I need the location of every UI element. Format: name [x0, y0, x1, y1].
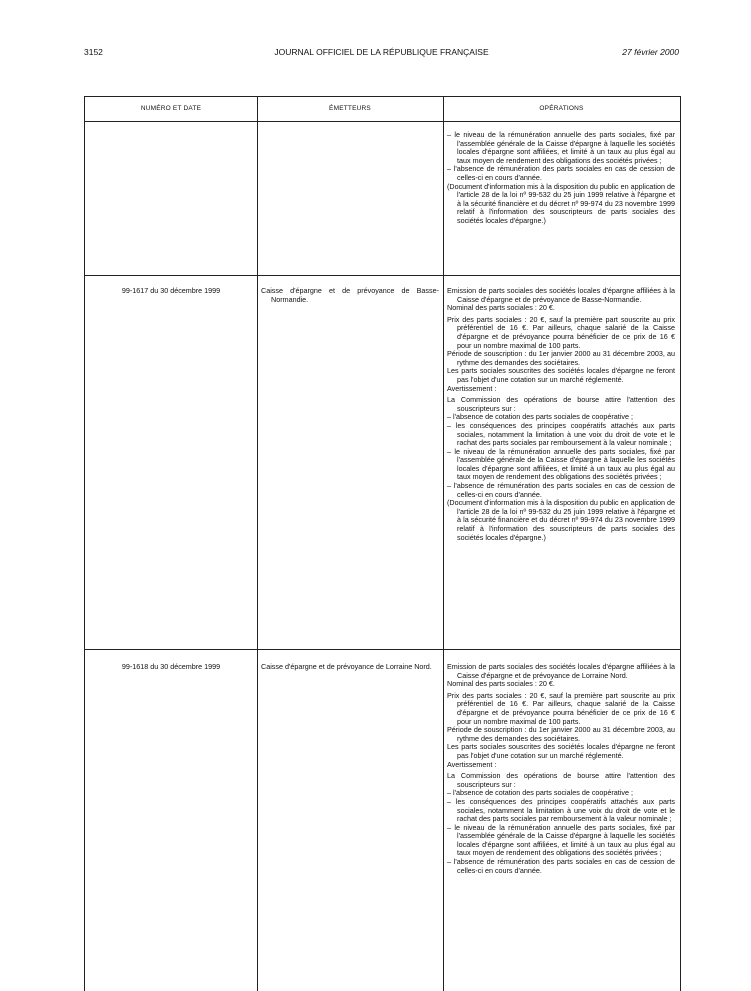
avertissement-label: Avertissement : — [447, 383, 497, 393]
dash-item: – le niveau de la rémunération annuelle des parts sociales, fixé par l'assemblée générale de la Caisse d'épargne à laquelle les sociétés locales d'épargne sont affiliées, et limité à un taux au plus égal au taux moyen de rendement des obligations des sociétés privées ; — [447, 822, 675, 858]
entry-number-date: 99-1618 du 30 décembre 1999 — [121, 662, 221, 671]
entry-emetteur — [261, 663, 439, 672]
document-info: (Document d'information mis à la disposition du public en application de l'article 28 de la loi nº 99-532 du 25 juin 1999 relative à l'épargne et à la sécurité financière et du décret nº 99-974 du 23 novembre 1999 relatif à l'information des souscripteurs de parts sociales des sociétés locales d'épargne.) — [447, 498, 675, 542]
nominal-text: Nominal des parts sociales : 20 €. — [447, 679, 555, 689]
prix-text: Prix des parts sociales : 20 €, sauf la première part souscrite au prix préférentiel de 16 €. Par ailleurs, chaque salarié de la Caisse d'épargne et de prévoyance pourra bénéficier de ce prix de 16 € pour un nombre maximal de 100 parts. — [447, 690, 675, 726]
continuation-operations — [447, 131, 675, 226]
commission-text: La Commission des opérations de bourse attire l'attention des souscripteurs sur : — [447, 771, 675, 789]
dash-item: – les conséquences des principes coopératifs attachés aux parts sociales, notamment la limitation à une voix du droit de vote et le rachat des parts sociales par remboursement à la valeur nominale ; — [447, 796, 675, 824]
cotation-text: Les parts sociales souscrites des sociétés locales d'épargne ne feront pas l'objet d'une cotation sur un marché réglementé. — [447, 742, 675, 760]
page-header — [84, 47, 679, 61]
cotation-text: Les parts sociales souscrites des sociétés locales d'épargne ne feront pas l'objet d'une cotation sur un marché réglementé. — [447, 366, 675, 384]
prix-text: Prix des parts sociales : 20 €, sauf la première part souscrite au prix préférentiel de 16 €. Par ailleurs, chaque salarié de la Caisse d'épargne et de prévoyance pourra bénéficier de ce prix de 16 € pour un nombre maximal de 100 parts. — [447, 314, 675, 350]
dash-item: – l'absence de rémunération des parts sociales en cas de cession de celles-ci en cours d'année. — [447, 481, 675, 499]
dash-item: – le niveau de la rémunération annuelle des parts sociales, fixé par l'assemblée générale de la Caisse d'épargne à laquelle les sociétés locales d'épargne sont affiliées, et limité à un taux au plus égal au taux moyen de rendement des obligations des sociétés privées ; — [447, 446, 675, 482]
column-divider — [257, 97, 258, 991]
table-header-row — [85, 97, 680, 122]
row-divider — [85, 649, 680, 650]
document-info: (Document d'information mis à la disposition du public en application de l'article 28 de la loi nº 99-532 du 25 juin 1999 relative à l'épargne et à la sécurité financière et du décret nº 99-974 du 23 novembre 1999 relatif à l'information des souscripteurs de parts sociales des sociétés locales d'épargne.) — [447, 181, 675, 225]
dash-item: – l'absence de rémunération des parts sociales en cas de cession de celles-ci en cours d'année. — [447, 164, 675, 182]
emission-text: Emission de parts sociales des sociétés locales d'épargne affiliées à la Caisse d'épargne et de prévoyance de Basse-Normandie. — [447, 286, 675, 304]
journal-title: JOURNAL OFFICIEL DE LA RÉPUBLIQUE FRANÇAISE — [274, 47, 489, 57]
commission-text: La Commission des opérations de bourse attire l'attention des souscripteurs sur : — [447, 395, 675, 413]
entry-emetteur — [261, 287, 439, 304]
avertissement-label: Avertissement : — [447, 759, 497, 769]
column-header-numero: NUMÉRO ET DATE — [140, 105, 202, 112]
column-divider — [443, 97, 444, 991]
dash-item: – l'absence de cotation des parts sociales de coopérative ; — [447, 412, 633, 422]
column-header-operations: OPÉRATIONS — [539, 105, 584, 112]
dash-item: – le niveau de la rémunération annuelle des parts sociales, fixé par l'assemblée générale de la Caisse d'épargne à laquelle les sociétés locales d'épargne sont affiliées, et limité à un taux au plus égal au taux moyen de rendement des obligations des sociétés privées ; — [447, 130, 675, 165]
issue-date: 27 février 2000 — [622, 47, 679, 57]
periode-text: Période de souscription : du 1er janvier 2000 au 31 décembre 2003, au rythme des demandes des sociétaires. — [447, 725, 675, 743]
emetteur-name: Caisse d'épargne et de prévoyance de Lorraine Nord. — [261, 662, 432, 671]
emetteur-name: Caisse d'épargne et de prévoyance de Basse-Normandie. — [261, 286, 439, 304]
entry-operations — [447, 287, 675, 542]
periode-text: Période de souscription : du 1er janvier 2000 au 31 décembre 2003, au rythme des demandes des sociétaires. — [447, 349, 675, 367]
entry-number-date: 99-1617 du 30 décembre 1999 — [121, 286, 221, 295]
operations-table — [84, 96, 681, 991]
page-number: 3152 — [84, 47, 103, 57]
nominal-text: Nominal des parts sociales : 20 €. — [447, 303, 555, 313]
column-header-emetteurs: ÉMETTEURS — [329, 105, 371, 112]
emission-text: Emission de parts sociales des sociétés locales d'épargne affiliées à la Caisse d'épargne et de prévoyance de Lorraine Nord. — [447, 662, 675, 680]
row-divider — [85, 275, 680, 276]
dash-item: – l'absence de cotation des parts sociales de coopérative ; — [447, 788, 633, 798]
dash-item: – l'absence de rémunération des parts sociales en cas de cession de celles-ci en cours d'année. — [447, 857, 675, 875]
entry-operations — [447, 663, 675, 875]
dash-item: – les conséquences des principes coopératifs attachés aux parts sociales, notamment la limitation à une voix du droit de vote et le rachat des parts sociales par remboursement à la valeur nominale ; — [447, 420, 675, 448]
